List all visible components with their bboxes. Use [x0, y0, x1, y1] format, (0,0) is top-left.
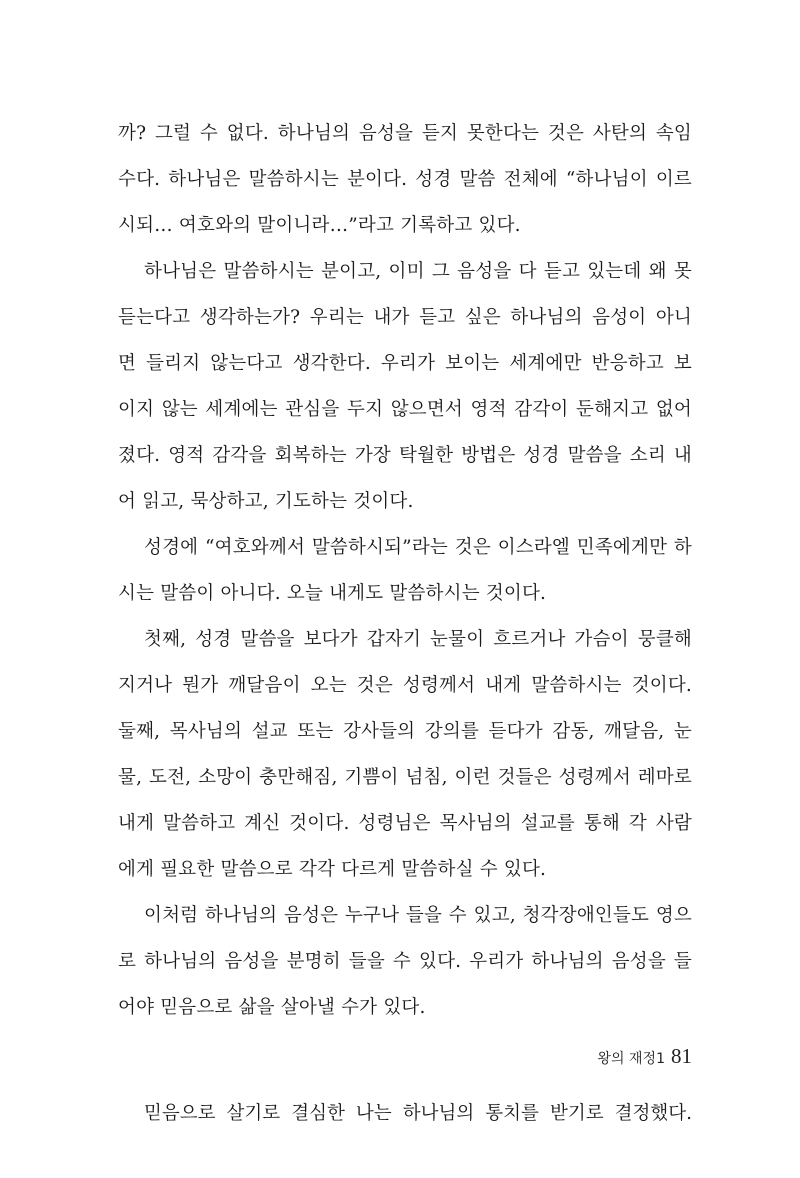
text-line: 하나님은 말씀하시는 분이고, 이미 그 음성을 다 듣고 있는데 왜 못 — [144, 261, 692, 282]
text-line: 까? 그럴 수 없다. 하나님의 음성을 듣지 못한다는 것은 사탄의 속임 — [118, 123, 692, 144]
text-line: 첫째, 성경 말씀을 보다가 갑자기 눈물이 흐르거나 가슴이 뭉클해 — [144, 629, 692, 650]
text-line: 둘째, 목사님의 설교 또는 강사들의 강의를 듣다가 감동, 깨달음, 눈 — [118, 721, 692, 742]
text-line: 물, 도전, 소망이 충만해짐, 기쁨이 넘침, 이런 것들은 성령께서 레마로 — [118, 767, 692, 788]
text-line: 에게 필요한 말씀으로 각각 다르게 말씀하실 수 있다. — [118, 859, 547, 880]
text-line: 듣는다고 생각하는가? 우리는 내가 듣고 싶은 하나님의 음성이 아니 — [118, 307, 692, 328]
text-line: 어야 믿음으로 삶을 살아낼 수가 있다. — [118, 997, 426, 1018]
text-line: 면 들리지 않는다고 생각한다. 우리가 보이는 세계에만 반응하고 보 — [118, 353, 692, 374]
text-line: 이지 않는 세계에는 관심을 두지 않으면서 영적 감각이 둔해지고 없어 — [118, 399, 692, 420]
text-line: 내게 말씀하고 계신 것이다. 성령님은 목사님의 설교를 통해 각 사람 — [118, 813, 692, 834]
closing-line: 믿음으로 살기로 결심한 나는 하나님의 통치를 받기로 결정했다. — [144, 1103, 692, 1124]
body-text — [118, 111, 692, 1137]
text-line: 이처럼 하나님의 음성은 누구나 들을 수 있고, 청각장애인들도 영으 — [144, 905, 692, 926]
text-line: 성경에 “여호와께서 말씀하시되”라는 것은 이스라엘 민족에게만 하 — [144, 537, 692, 558]
text-line: 시되… 여호와의 말이니라…”라고 기록하고 있다. — [118, 215, 521, 236]
page-number: 81 — [671, 1044, 692, 1068]
running-title: 왕의 재정1 — [597, 1051, 665, 1067]
text-line: 수다. 하나님은 말씀하시는 분이다. 성경 말씀 전체에 “하나님이 이르 — [118, 169, 692, 190]
text-line: 어 읽고, 묵상하고, 기도하는 것이다. — [118, 491, 414, 512]
text-line: 지거나 뭔가 깨달음이 오는 것은 성령께서 내게 말씀하시는 것이다. — [118, 675, 692, 696]
page-footer — [598, 1036, 692, 1076]
text-line: 로 하나님의 음성을 분명히 들을 수 있다. 우리가 하나님의 음성을 들 — [118, 951, 692, 972]
text-line: 시는 말씀이 아니다. 오늘 내게도 말씀하시는 것이다. — [118, 583, 547, 604]
text-line: 졌다. 영적 감각을 회복하는 가장 탁월한 방법은 성경 말씀을 소리 내 — [118, 445, 692, 466]
